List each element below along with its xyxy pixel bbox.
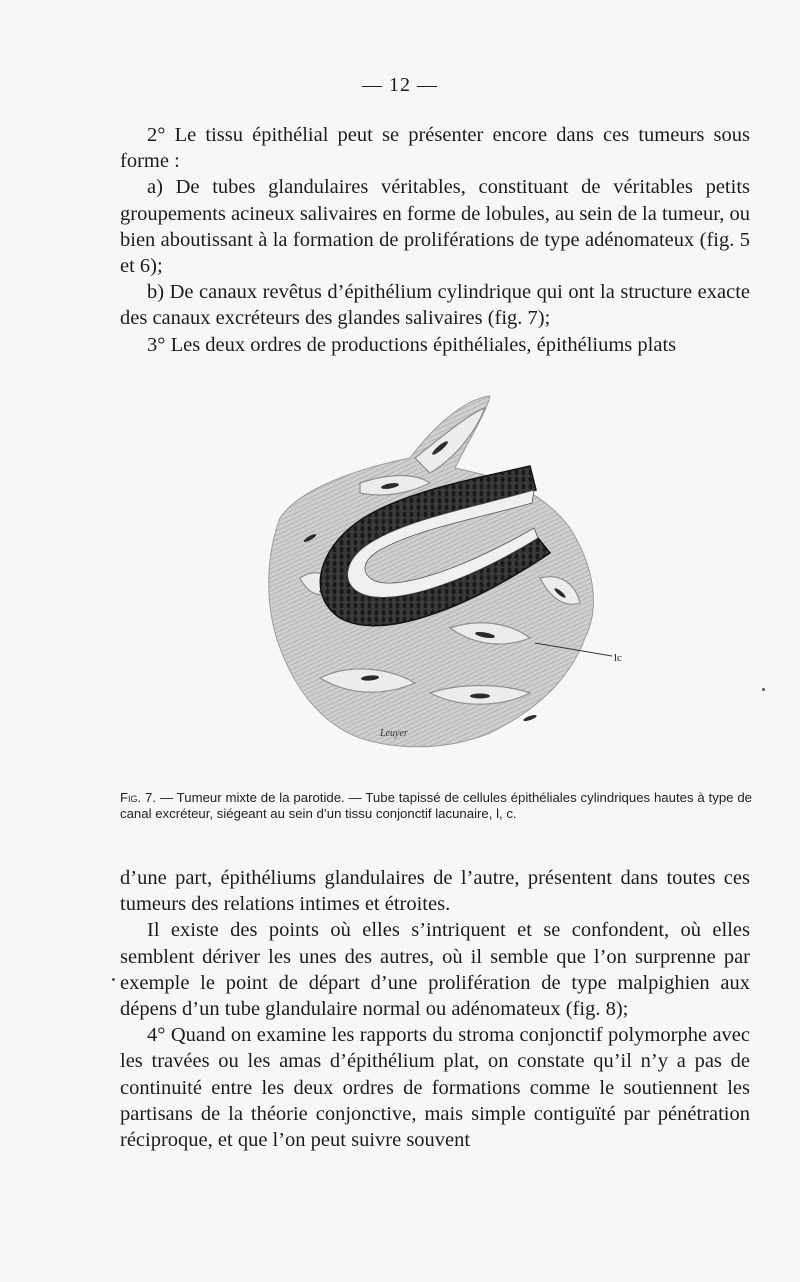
paragraph: a) De tubes glandulaires véritables, constituant de véritables petits groupements acineux salivaires en forme de lobules, au sein de la tumeur, ou bien aboutissant à la formation de proliférations de type adénomateux (fig. 5 et 6); xyxy=(120,176,750,278)
page-speck xyxy=(762,688,765,691)
caption-label: Fig. 7. xyxy=(120,790,157,805)
page-speck xyxy=(112,978,115,981)
paragraph: 4° Quand on examine les rapports du stroma conjonctif polymorphe avec les travées ou les amas d’épithélium plat, on constate qu’il n’y a pas de continuité entre les deux ordres de formations comme le soutiennent les partisans de la théorie conjonctive, mais simple contiguïté par pénétration réciproque, et que l’on peut suivre souvent xyxy=(120,1024,750,1152)
figure-illustration xyxy=(240,378,640,788)
text-block-bottom xyxy=(120,865,750,1153)
text-block-top xyxy=(120,122,750,358)
paragraph: Il existe des points où elles s’intriquent et se confondent, où elles semblent dériver les unes des autres, où il semble que l’on surprenne par exemple le point de départ d’une prolifération de type malpighien aux dépens d’un tube glandulaire normal ou adénomateux (fig. 8); xyxy=(120,919,750,1021)
histology-figure xyxy=(240,378,640,788)
paragraph: d’une part, épithéliums glandulaires de l’autre, présentent dans toutes ces tumeurs des relations intimes et étroites. xyxy=(120,867,750,916)
artist-signature: Leuyer xyxy=(380,728,408,739)
paragraph: 2° Le tissu épithélial peut se présenter encore dans ces tumeurs sous forme : xyxy=(120,124,750,173)
caption-text: — Tumeur mixte de la parotide. — Tube tapissé de cellules épithéliales cylindriques hautes à type de canal excréteur, siégeant au sein d’un tissu conjonctif lacunaire, l, c. xyxy=(120,790,753,821)
figure-caption xyxy=(120,790,752,822)
label-lc: lc xyxy=(614,652,622,664)
paragraph: b) De canaux revêtus d’épithélium cylindrique qui ont la structure exacte des canaux excréteurs des glandes salivaires (fig. 7); xyxy=(120,281,750,330)
paragraph: 3° Les deux ordres de productions épithéliales, épithéliums plats xyxy=(147,333,677,356)
page-number: — 12 — xyxy=(362,74,438,96)
